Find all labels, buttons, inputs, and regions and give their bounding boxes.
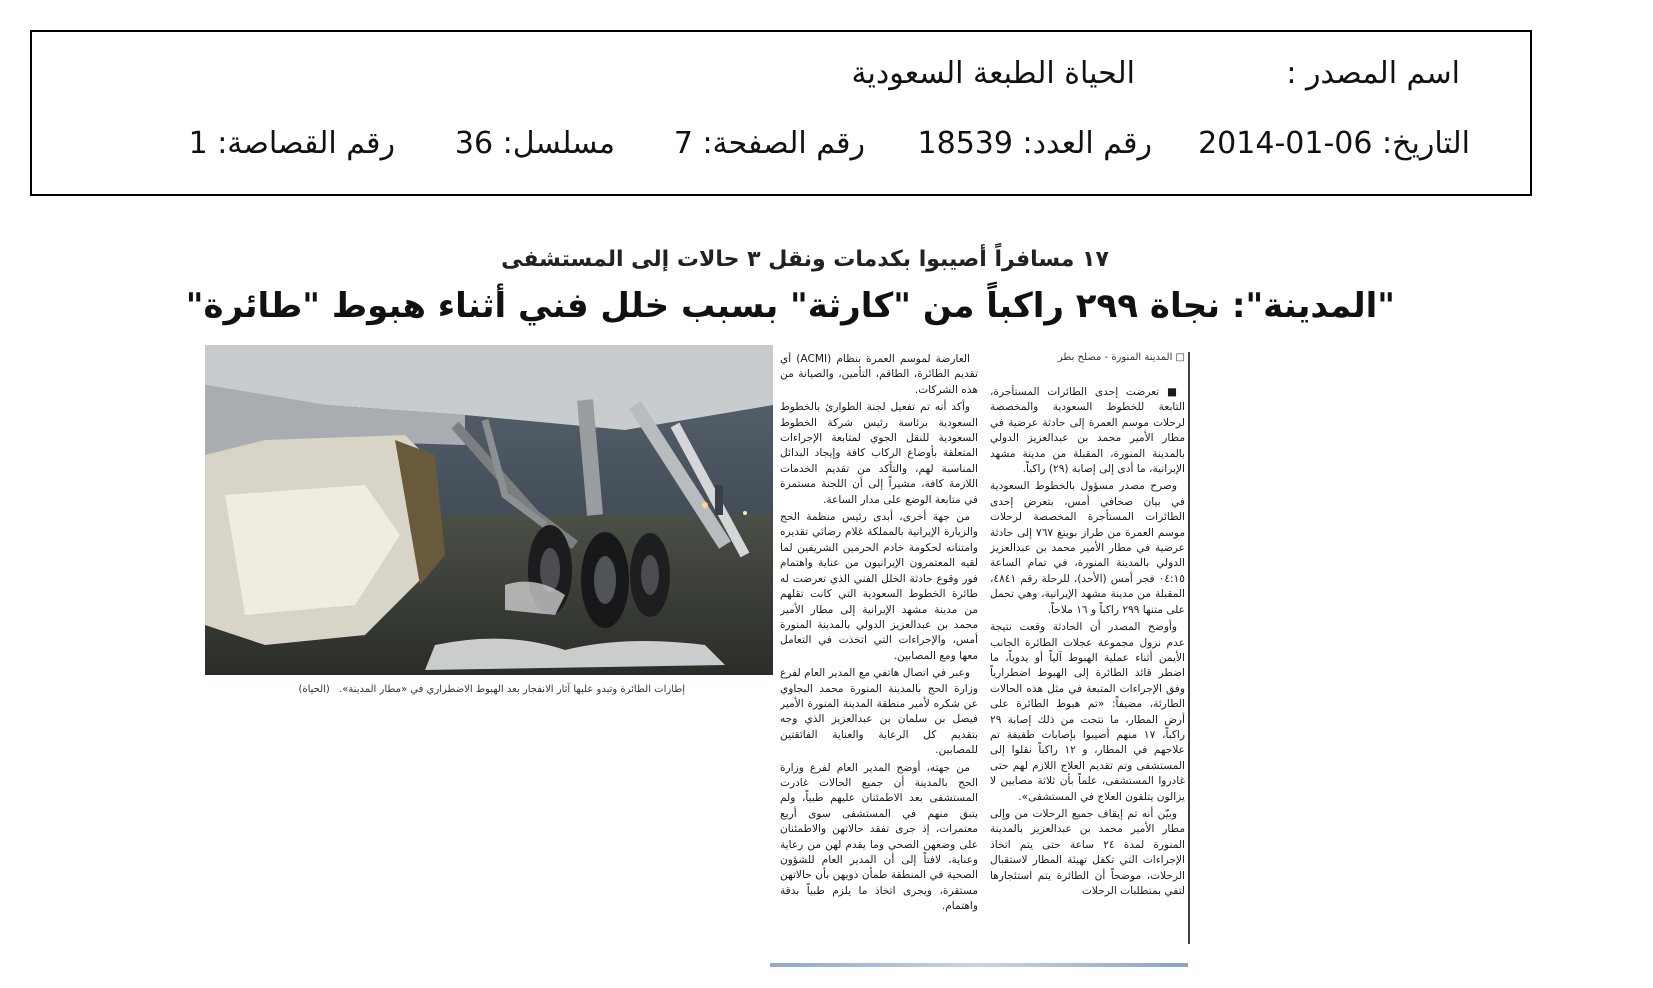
article-column-right: [990, 385, 1185, 945]
serial-field: مسلسل: 36: [454, 126, 615, 161]
date-field: التاريخ: 06-01-2014: [1198, 126, 1470, 161]
page-number-field: رقم الصفحة: 7: [673, 126, 865, 161]
paragraph: من جهته، أوضح المدير العام لفرع وزارة الحج بالمدينة أن جميع الحالات غادرت المستشفى بعد الاطمئنان عليهم طبياً، ولم يتبق منهم في المستشفى سوى أربع معتمرات، إذ جرى تفقد حالاتهن والاطمئنان على وضعهن الصحي وما يقدم لهن من رعاية وعناية، لافتاً إلى أن المدير العام للشؤون الصحية في المنطقة طمأن ذويهن بأن حالاتهن مستقرة، ويجرى اتخاذ ما يلزم طبياً بدقة واهتمام.: [780, 761, 978, 913]
paragraph: وأكد أنه تم تفعيل لجنة الطوارئ بالخطوط السعودية برئاسة رئيس شركة الخطوط السعودية للنقل الجوي لمتابعة الإجراءات المتعلقة بأوضاع الركاب كافة وإيجاد البدائل المناسبة لهم، والتأكد من تقديم الخدمات اللازمة كافة، مشيراً إلى أن اللجنة مستمرة في متابعة الوضع على مدار الساعة.: [780, 401, 978, 506]
article-byline: □ المدينة المنورة - مصلح بطر: [1057, 352, 1185, 363]
column-rule: [1188, 352, 1190, 944]
issue-number-field: رقم العدد: 18539: [917, 126, 1152, 161]
clipping-header-box: [30, 30, 1532, 196]
paragraph: وعبر في اتصال هاتفي مع المدير العام لفرع وزارة الحج بالمدينة المنورة محمد البجاوي عن شكره لأمير منطقة المدينة المنورة الأمير فيصل بن سلمان بن عبدالعزيز الذي وجه بتقديم كل الرعاية والعناية الفائقتين للمصابين.: [780, 667, 978, 757]
photo-caption: [290, 684, 685, 695]
paragraph: من جهة أخرى، أبدى رئيس منظمة الحج والزيارة الإيرانية بالمملكة غلام رضائي تقديره وامتنانه لحكومة خادم الحرمين الشريفين لما لقيه المعتمرون الإيرانيون من عناية واهتمام فور وقوع حادثة الخلل الفني الذي تعرضت له طائرة الخطوط السعودية التي كانت تقلهم من مدينة مشهد الإيرانية إلى مطار الأمير محمد بن عبدالعزيز الدولي بالمدينة المنورة أمس، والإجراءات التي اتخذت في التعامل معها ومع المصابين.: [780, 511, 978, 662]
paragraph: وأوضح المصدر أن الحادثة وقعت نتيجة عدم نزول مجموعة عجلات الطائرة الجانب الأيمن أثناء عملية الهبوط آلياً أو يدوياً، ما اضطر قائد الطائرة إلى الهبوط اضطرارياً وفق الإجراءات المتبعة في مثل هذه الحالات الطارئة، مضيفاً: «تم هبوط الطائرة على أرض المطار، ما نتجت من ذلك إصابة ٢٩ راكباً، ١٧ منهم أصيبوا بإصابات طفيفة تم علاجهم في المطار، و ١٢ راكباً نقلوا إلى المستشفى وتم تقديم العلاج اللازم لهم حتى غادروا المستشفى، علماً بأن ثلاثة مصابين لا يزالون يتلقون العلاج في المستشفى».: [990, 621, 1185, 803]
aircraft-landing-gear-image: [205, 345, 773, 675]
article-column-middle: [780, 352, 978, 952]
article-photo: [205, 345, 773, 675]
clip-number-field: رقم القصاصة: 1: [188, 126, 395, 161]
paragraph: العارضة لموسم العمرة بنظام (ACMI) أي تقديم الطائرة، الطاقم، التأمين، والصيانة من هذه الشركات.: [780, 353, 978, 396]
article-kicker: ١٧ مسافراً أصيبوا بكدمات ونقل ٣ حالات إلى المستشفى: [501, 247, 1109, 272]
bottom-divider: [770, 963, 1188, 967]
source-name: الحياة الطبعة السعودية: [851, 56, 1135, 91]
paragraph: وصرح مصدر مسؤول بالخطوط السعودية في بيان صحافي أمس، بتعرض إحدى الطائرات المستأجرة المخصصة لرحلات موسم العمرة من طراز بوينغ ٧٦٧ إلى حادثة عرضية في مطار الأمير محمد بن عبدالعزيز الدولي بالمدينة المنورة، في تمام الساعة ٠٤:١٥ فجر أمس (الأحد)، للرحلة رقم ٤٨٤١، المقبلة من مدينة مشهد الإيرانية، وهي تحمل على متنها ٢٩٩ راكباً و ١٦ ملاحاً.: [990, 480, 1185, 616]
source-label: اسم المصدر :: [1286, 56, 1460, 91]
caption-text: إطارات الطائرة وتبدو عليها آثار الانفجار بعد الهبوط الاضطراري في «مطار المدينة».: [339, 684, 685, 695]
article-headline: "المدينة": نجاة ٢٩٩ راكباً من "كارثة" بسبب خلل فني أثناء هبوط "طائرة": [185, 286, 1395, 326]
caption-credit: (الحياة): [298, 684, 330, 695]
paragraph: وبيّن أنه تم إيقاف جميع الرحلات من وإلى مطار الأمير محمد بن عبدالعزيز بالمدينة المنورة لمدة ٢٤ ساعة حتى يتم اتخاذ الإجراءات التي تكفل تهيئة المطار لاستقبال الرحلات، موضحاً أن الطائرة يتم استئجارها لتفي بمتطلبات الرحلات: [990, 807, 1185, 897]
paragraph: ■ تعرضت إحدى الطائرات المستأجرة، التابعة للخطوط السعودية والمخصصة لرحلات موسم العمرة إلى حادثة عرضية في مطار الأمير محمد بن عبدالعزيز الدولي بالمدينة المنورة، المقبلة من مدينة مشهد الإيرانية، ما أدى إلى إصابة (٢٩) راكباً.: [990, 386, 1185, 476]
clipping-meta-row: [32, 124, 1530, 164]
